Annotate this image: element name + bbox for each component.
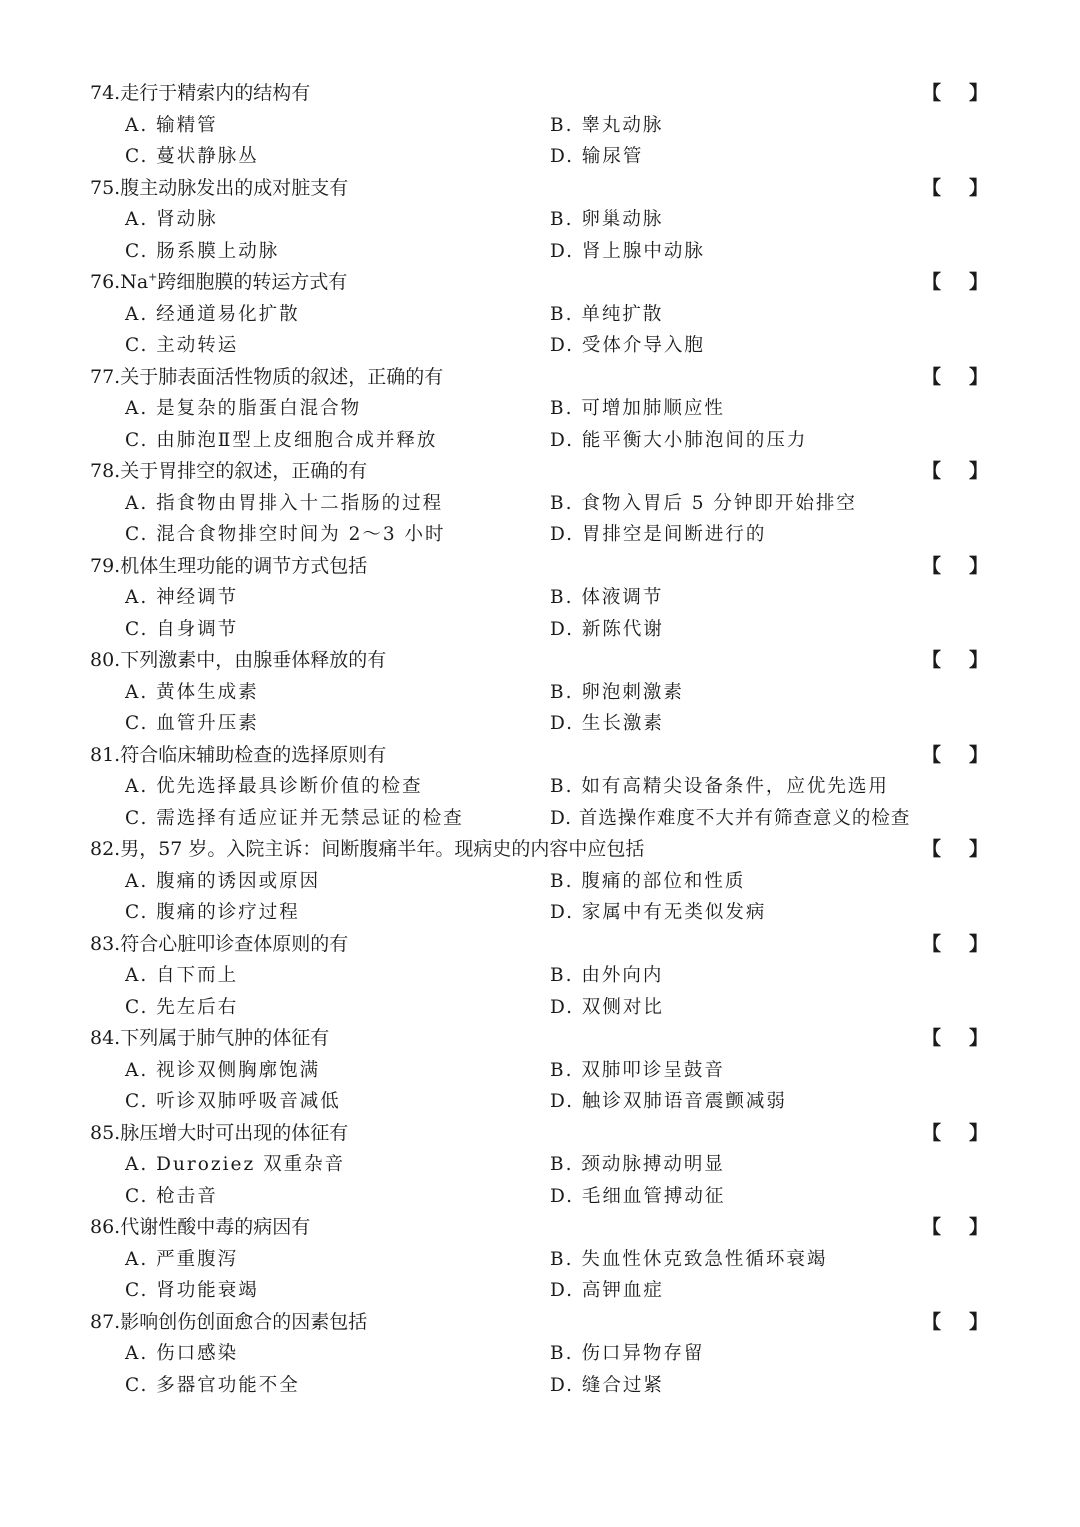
exam-page [0,78,1080,1401]
option-a[interactable]: A. 优先选择最具诊断价值的检查 [125,776,423,797]
question-stem: 83.符合心脏叩诊查体原则的有 [90,932,349,955]
question-82 [90,834,1000,929]
option-c[interactable]: C. 肾功能衰竭 [125,1280,259,1301]
option-a[interactable]: A. 神经调节 [125,587,239,608]
question-75 [90,173,1000,268]
option-c[interactable]: C. 需选择有适应证并无禁忌证的检查 [125,807,464,829]
option-a[interactable]: A. 指食物由胃排入十二指肠的过程 [125,492,444,514]
option-a[interactable]: A. 腹痛的诱因或原因 [125,870,321,892]
option-row [90,897,1000,929]
option-b[interactable]: B. 由外向内 [550,965,664,986]
option-row [90,1244,1000,1276]
question-86 [90,1212,1000,1307]
option-row [90,110,1000,142]
question-stem-row [90,1212,1000,1244]
option-row [90,1149,1000,1181]
answer-bracket[interactable]: 【 】 [922,649,988,671]
option-a[interactable]: A. 视诊双侧胸廓饱满 [125,1059,321,1081]
option-d[interactable]: D. 能平衡大小肺泡间的压力 [550,429,808,451]
option-c[interactable]: C. 多器官功能不全 [125,1374,300,1396]
option-b[interactable]: B. 体液调节 [550,587,664,608]
answer-bracket[interactable]: 【 】 [922,932,988,955]
option-a[interactable]: A. 黄体生成素 [125,681,259,703]
option-b[interactable]: B. 伤口异物存留 [550,1343,705,1364]
option-row [90,236,1000,268]
question-84 [90,1023,1000,1118]
answer-bracket[interactable]: 【 】 [922,271,988,293]
option-d[interactable]: D. 肾上腺中动脉 [550,240,705,262]
option-c[interactable]: C. 腹痛的诊疗过程 [125,902,300,923]
question-81 [90,740,1000,835]
option-row [90,393,1000,425]
option-c[interactable]: C. 肠系膜上动脉 [125,240,280,262]
option-row [90,1338,1000,1370]
option-b[interactable]: B. 卵巢动脉 [550,209,664,230]
answer-bracket[interactable]: 【 】 [922,554,988,577]
question-78 [90,456,1000,551]
option-c[interactable]: C. 由肺泡Ⅱ型上皮细胞合成并释放 [125,429,438,451]
option-row [90,299,1000,331]
question-stem: 75.腹主动脉发出的成对脏支有 [90,176,349,199]
option-d[interactable]: D. 首选操作难度不大并有筛查意义的检查 [550,807,911,829]
question-85 [90,1118,1000,1213]
question-stem-row [90,929,1000,961]
question-80 [90,645,1000,740]
option-a[interactable]: A. Duroziez 双重杂音 [125,1154,346,1175]
option-a[interactable]: A. 自下而上 [125,965,239,986]
question-stem-row [90,551,1000,583]
option-row [90,1275,1000,1307]
option-d[interactable]: D. 双侧对比 [550,996,664,1018]
answer-bracket[interactable]: 【 】 [922,1310,988,1333]
option-c[interactable]: C. 自身调节 [125,618,239,640]
option-b[interactable]: B. 食物入胃后 5 分钟即开始排空 [550,492,857,514]
option-row [90,1086,1000,1118]
option-c[interactable]: C. 先左后右 [125,996,239,1018]
option-row [90,582,1000,614]
question-stem-row [90,1307,1000,1339]
question-stem: 84.下列属于肺气肿的体征有 [90,1027,330,1049]
option-b[interactable]: B. 失血性休克致急性循环衰竭 [550,1248,828,1270]
option-row [90,1181,1000,1213]
option-c[interactable]: C. 主动转运 [125,335,239,356]
option-row [90,803,1000,835]
question-stem-row [90,173,1000,205]
option-c[interactable]: C. 血管升压素 [125,713,259,734]
question-stem: 77.关于肺表面活性物质的叙述，正确的有 [90,365,444,388]
option-b[interactable]: B. 可增加肺顺应性 [550,398,725,419]
question-stem: 74.走行于精索内的结构有 [90,82,311,104]
question-stem-row [90,362,1000,394]
option-b[interactable]: B. 睾丸动脉 [550,114,664,136]
question-stem-row [90,78,1000,110]
option-c[interactable]: C. 听诊双肺呼吸音减低 [125,1091,341,1112]
answer-bracket[interactable]: 【 】 [922,176,988,199]
question-stem: 78.关于胃排空的叙述，正确的有 [90,460,368,482]
question-stem-row [90,740,1000,772]
option-d[interactable]: D. 胃排空是间断进行的 [550,524,767,545]
option-row [90,519,1000,551]
option-row [90,708,1000,740]
option-d[interactable]: D. 触诊双肺语音震颤减弱 [550,1091,787,1112]
option-a[interactable]: A. 伤口感染 [125,1343,239,1364]
option-row [90,866,1000,898]
answer-bracket[interactable]: 【 】 [922,460,988,482]
option-b[interactable]: B. 卵泡刺激素 [550,681,684,703]
option-row [90,771,1000,803]
question-77 [90,362,1000,457]
option-b[interactable]: B. 腹痛的部位和性质 [550,870,746,892]
question-stem: 85.脉压增大时可出现的体征有 [90,1121,349,1144]
option-d[interactable]: D. 毛细血管搏动征 [550,1185,726,1207]
option-row [90,141,1000,173]
answer-bracket[interactable]: 【 】 [922,743,988,766]
option-row [90,204,1000,236]
option-a[interactable]: A. 输精管 [125,114,218,136]
option-d[interactable]: D. 高钾血症 [550,1280,664,1301]
option-d[interactable]: D. 生长激素 [550,713,664,734]
option-b[interactable]: B. 如有高精尖设备条件，应优先选用 [550,776,889,797]
question-stem-row [90,267,1000,299]
answer-bracket[interactable]: 【 】 [922,1216,988,1238]
answer-bracket[interactable]: 【 】 [922,838,988,860]
option-a[interactable]: A. 严重腹泻 [125,1248,239,1270]
option-c[interactable]: C. 枪击音 [125,1185,218,1207]
option-d[interactable]: D. 新陈代谢 [550,618,664,640]
question-stem: 82.男，57 岁。入院主诉：间断腹痛半年。现病史的内容中应包括 [90,838,645,860]
question-87 [90,1307,1000,1402]
question-stem-row [90,645,1000,677]
option-b[interactable]: B. 单纯扩散 [550,303,664,325]
option-row [90,992,1000,1024]
option-c[interactable]: C. 蔓状静脉丛 [125,146,259,167]
option-a[interactable]: A. 是复杂的脂蛋白混合物 [125,398,362,419]
option-a[interactable]: A. 肾动脉 [125,209,218,230]
question-stem: 86.代谢性酸中毒的病因有 [90,1216,311,1238]
option-d[interactable]: D. 缝合过紧 [550,1374,664,1396]
answer-bracket[interactable]: 【 】 [922,1121,988,1144]
option-b[interactable]: B. 颈动脉搏动明显 [550,1154,725,1175]
question-74 [90,78,1000,173]
option-row [90,1055,1000,1087]
option-a[interactable]: A. 经通道易化扩散 [125,303,300,325]
option-row [90,960,1000,992]
question-76 [90,267,1000,362]
answer-bracket[interactable]: 【 】 [922,82,988,104]
option-d[interactable]: D. 输尿管 [550,146,644,167]
option-row [90,614,1000,646]
question-stem-row [90,456,1000,488]
question-stem-row [90,834,1000,866]
question-stem: 80.下列激素中，由腺垂体释放的有 [90,649,387,671]
option-row [90,488,1000,520]
question-stem-row [90,1023,1000,1055]
question-stem: 76.Na+跨细胞膜的转运方式有 [90,270,348,293]
option-b[interactable]: B. 双肺叩诊呈鼓音 [550,1059,725,1081]
option-c[interactable]: C. 混合食物排空时间为 2～3 小时 [125,524,446,545]
question-83 [90,929,1000,1024]
option-row [90,330,1000,362]
question-79 [90,551,1000,646]
answer-bracket[interactable]: 【 】 [922,1027,988,1049]
question-stem: 81.符合临床辅助检查的选择原则有 [90,743,387,766]
question-stem: 87.影响创伤创面愈合的因素包括 [90,1310,368,1333]
option-row [90,1370,1000,1402]
answer-bracket[interactable]: 【 】 [922,365,988,388]
question-stem: 79.机体生理功能的调节方式包括 [90,554,368,577]
option-d[interactable]: D. 受体介导入胞 [550,335,705,356]
option-row [90,425,1000,457]
question-stem-row [90,1118,1000,1150]
option-row [90,677,1000,709]
option-d[interactable]: D. 家属中有无类似发病 [550,902,767,923]
